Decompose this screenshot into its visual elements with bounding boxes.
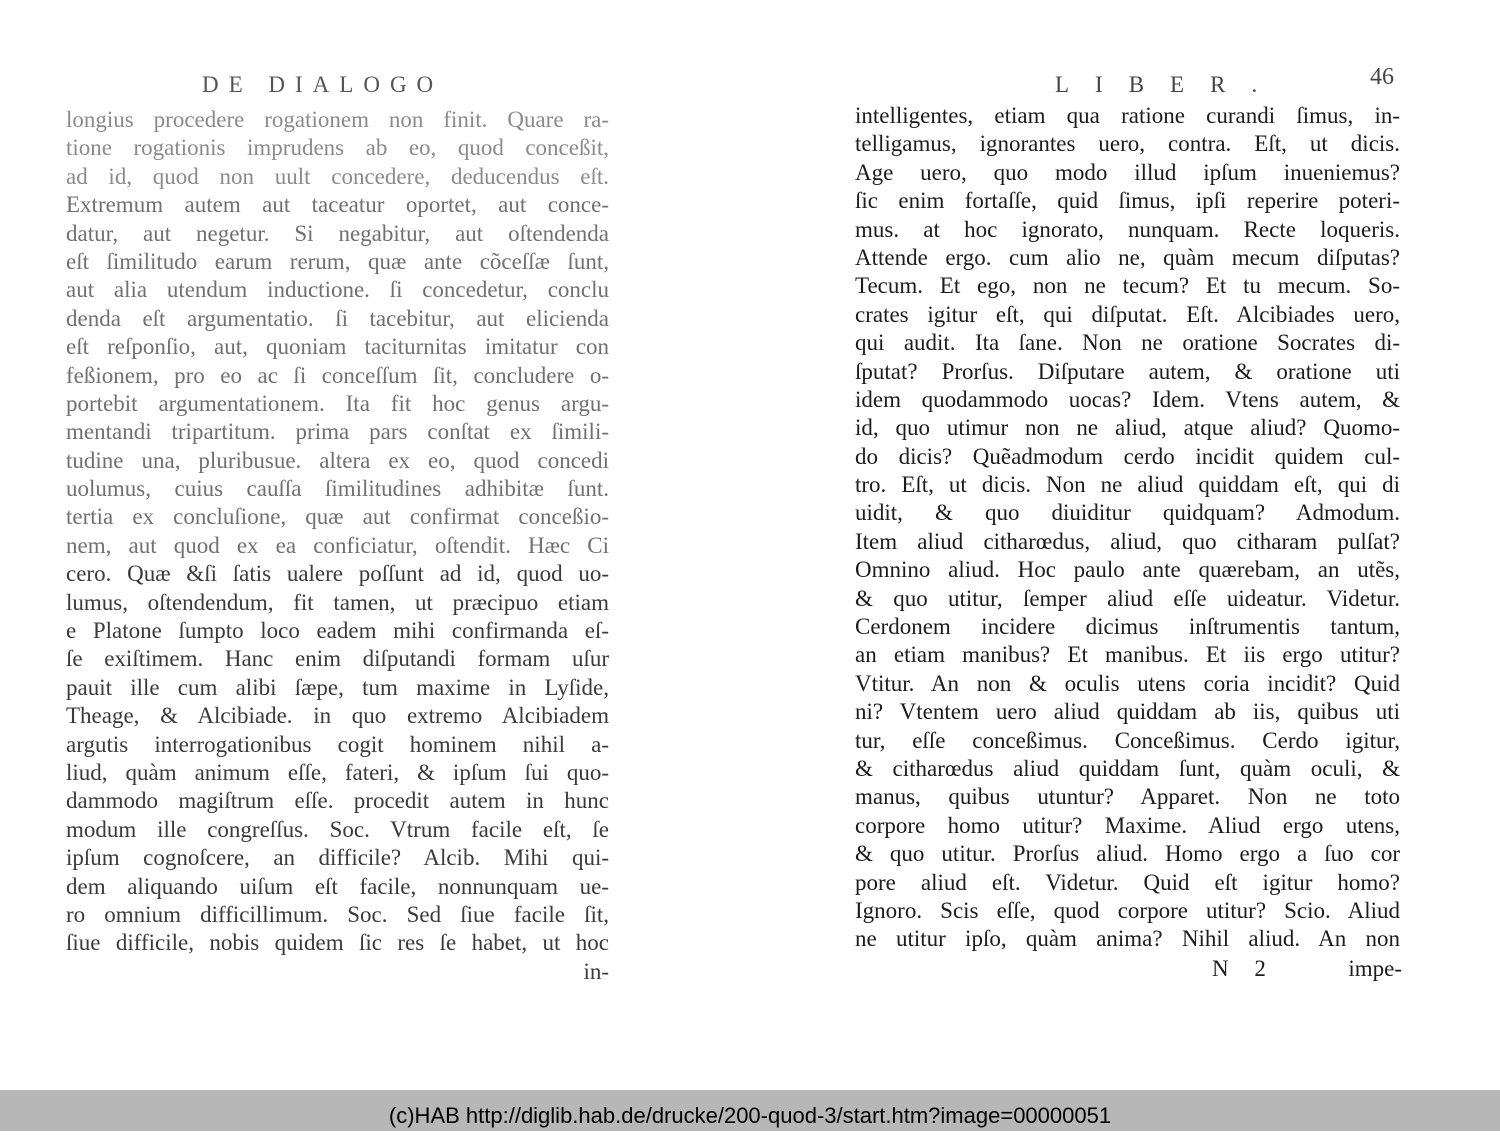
text-line: e Platone ſumpto loco eadem mihi confirmanda eſ- (66, 618, 609, 644)
text-line: Ignoro. Scis eſſe, quod corpore utitur? Scio. Aliud (855, 897, 1400, 923)
right-catchword: impe- (1348, 956, 1402, 981)
text-line: Tecum. Et ego, non ne tecum? Et tu mecum. So- (855, 273, 1400, 299)
text-line: id, quo utimur non ne aliud, atque aliud? Quomo- (855, 415, 1400, 441)
text-line: pauit ille cum alibi ſæpe, tum maxime in Lyſide, (66, 674, 609, 700)
text-line: eſt ſimilitudo earum rerum, quæ ante cõceſſæ ſunt, (66, 248, 609, 274)
text-line: tur, eſſe conceßimus. Conceßimus. Cerdo igitur, (855, 727, 1400, 753)
folio-number: 46 (1370, 64, 1394, 90)
text-line: manus, quibus utuntur? Apparet. Non ne toto (855, 784, 1400, 810)
text-line: dem aliquando uiſum eſt facile, nonnunquam ue- (66, 873, 609, 899)
right-running-head: LIBER. (1055, 72, 1284, 97)
text-line: ſputat? Prorſus. Diſputare autem, & oratione uti (855, 358, 1400, 384)
text-line: ni? Vtentem uero aliud quiddam ab iis, quibus uti (855, 699, 1400, 725)
text-line: nem, aut quod ex ea conficiatur, oſtendit. Hæc Ci (66, 532, 609, 558)
text-line: ſiue difficile, nobis quidem ſic res ſe habet, ut hoc (66, 930, 609, 956)
text-line: crates igitur eſt, qui diſputat. Eſt. Alcibiades uero, (855, 301, 1400, 327)
text-line: denda eſt argumentatio. ſi tacebitur, aut elicienda (66, 305, 609, 331)
left-running-head: DE DIALOGO (202, 72, 444, 97)
text-line: ne utitur ipſo, quàm anima? Nihil aliud. An non (855, 926, 1400, 952)
text-line: Theage, & Alcibiade. in quo extremo Alcibiadem (66, 703, 609, 729)
text-line: idem quodammodo uocas? Idem. Vtens autem, & (855, 386, 1400, 412)
text-line: feßionem, pro eo ac ſi conceſſum ſit, concludere o- (66, 362, 609, 388)
right-text-block (855, 102, 1400, 954)
left-text-block (66, 106, 609, 986)
text-line: eſt reſponſio, aut, quoniam taciturnitas imitatur con (66, 334, 609, 360)
text-line: Vtitur. An non & oculis utens coria incidit? Quid (855, 670, 1400, 696)
text-line: Extremum autem aut taceatur oportet, aut conce- (66, 192, 609, 218)
text-line: qui audit. Ita ſane. Non ne oratione Socrates di- (855, 330, 1400, 356)
text-line: do dicis? Quẽadmodum cerdo incidit quidem cul- (855, 443, 1400, 469)
text-line: modum ille congreſſus. Soc. Vtrum facile eſt, ſe (66, 816, 609, 842)
text-line: mentandi tripartitum. prima pars conſtat ex ſimili- (66, 419, 609, 445)
text-line: mus. at hoc ignorato, nunquam. Recte loqueris. (855, 216, 1400, 242)
text-line: portebit argumentationem. Ita fit hoc genus argu- (66, 390, 609, 416)
text-line: & citharœdus aliud quiddam ſunt, quàm oculi, & (855, 755, 1400, 781)
text-line: pore aliud eſt. Videtur. Quid eſt igitur homo? (855, 869, 1400, 895)
text-line: Attende ergo. cum alio ne, quàm mecum diſputas? (855, 244, 1400, 270)
text-line: & quo utitur, ſemper aliud eſſe uideatur. Videtur. (855, 585, 1400, 611)
text-line: ro omnium difficillimum. Soc. Sed ſiue facile ſit, (66, 901, 609, 927)
catchword: in- (583, 958, 609, 984)
text-line: dammodo magiſtrum eſſe. procedit autem in hunc (66, 788, 609, 814)
text-line: tudine una, pluribusue. altera ex eo, quod concedi (66, 447, 609, 473)
text-line: tione rogationis imprudens ab eo, quod conceßit, (66, 135, 609, 161)
text-line: ſic enim fortaſſe, quid ſimus, ipſi reperire poteri- (855, 188, 1400, 214)
text-line: Cerdonem incidere dicimus inſtrumentis tantum, (855, 614, 1400, 640)
text-line: ſe exiſtimem. Hanc enim diſputandi formam uſur (66, 646, 609, 672)
text-line: uidit, & quo diuiditur quidquam? Admodum. (855, 500, 1400, 526)
text-line: an etiam manibus? Et manibus. Et iis ergo utitur? (855, 642, 1400, 668)
text-line: argutis interrogationibus cogit hominem nihil a- (66, 731, 609, 757)
text-line: Item aliud citharœdus, aliud, quo citharam pulſat? (855, 528, 1400, 554)
text-line: aut alia utendum inductione. ſi concedetur, conclu (66, 277, 609, 303)
copyright-footer: (c)HAB http://diglib.hab.de/drucke/200-quod-3/start.htm?image=00000051 (0, 1090, 1500, 1131)
text-line: uolumus, cuius cauſſa ſimilitudines adhibitæ ſunt. (66, 476, 609, 502)
text-line: longius procedere rogationem non finit. Quare ra- (66, 107, 609, 132)
text-line: liud, quàm animum eſſe, fateri, & ipſum ſui quo- (66, 759, 609, 785)
text-line: corpore homo utitur? Maxime. Aliud ergo utens, (855, 812, 1400, 838)
text-line: lumus, oſtendendum, fit tamen, ut præcipuo etiam (66, 589, 609, 615)
text-line: intelligentes, etiam qua ratione curandi ſimus, in- (855, 103, 1400, 128)
signature-line (1212, 956, 1402, 982)
text-line: Omnino aliud. Hoc paulo ante quærebam, an utẽs, (855, 557, 1400, 583)
left-page (0, 0, 750, 1090)
right-page (750, 0, 1500, 1090)
text-line: Age uero, quo modo illud ipſum inueniemus? (855, 159, 1400, 185)
text-line: ipſum cognoſcere, an difficile? Alcib. Mihi qui- (66, 845, 609, 871)
text-line: telligamus, ignorantes uero, contra. Eſt, ut dicis. (855, 131, 1400, 157)
text-line: ad id, quod non uult concedere, deducendus eſt. (66, 163, 609, 189)
signature-mark: N 2 (1212, 956, 1276, 981)
text-line: tertia ex concluſione, quæ aut confirmat conceßio- (66, 504, 609, 530)
text-line: datur, aut negetur. Si negabitur, aut oſtendenda (66, 220, 609, 246)
text-line: cero. Quæ &ſi ſatis ualere poſſunt ad id, quod uo- (66, 561, 609, 587)
text-line: & quo utitur. Prorſus aliud. Homo ergo a ſuo cor (855, 841, 1400, 867)
text-line: tro. Eſt, ut dicis. Non ne aliud quiddam eſt, qui di (855, 472, 1400, 498)
